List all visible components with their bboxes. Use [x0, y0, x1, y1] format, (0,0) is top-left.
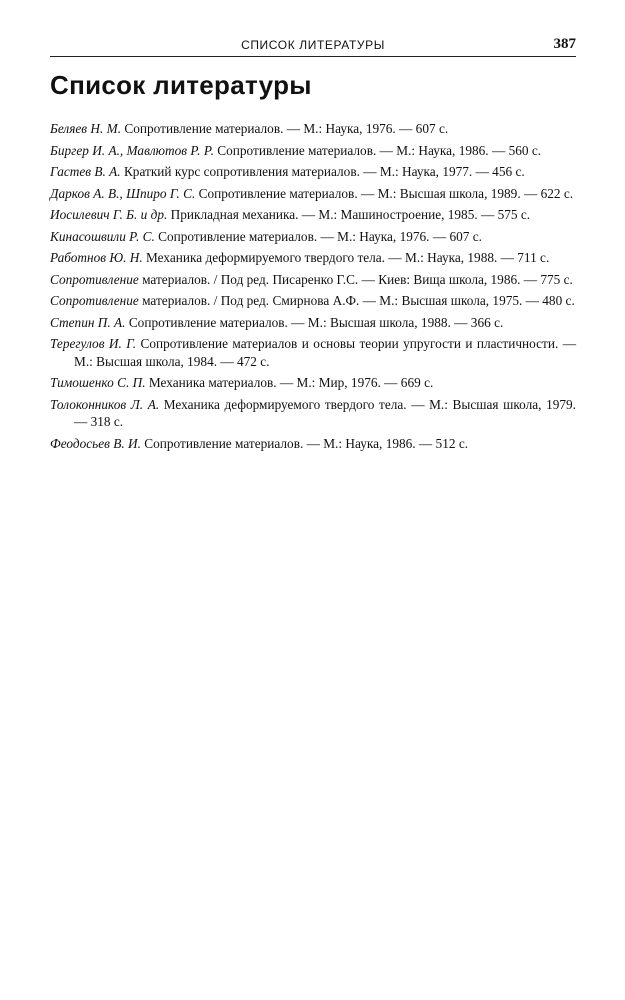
bibliography-entry	[50, 335, 576, 370]
bibliography-text: материалов. / Под ред. Писаренко Г.С. — Киев: Вища школа, 1986. — 775 с.	[142, 271, 573, 287]
bibliography-author: Сопротивление	[50, 271, 139, 287]
bibliography-author: Кинасошвили Р. С.	[50, 228, 155, 244]
bibliography-author: Работнов Ю. Н.	[50, 250, 143, 265]
bibliography-author: Иосилевич Г. Б. и др.	[50, 207, 168, 222]
bibliography-author: Степин П. А.	[50, 314, 126, 330]
bibliography-text: Сопротивление материалов и основы теории упругости и пластичности. — М.: Высшая школа, 1984. — 472 с.	[74, 336, 576, 369]
bibliography-text: Краткий курс сопротивления материалов. — М.: Наука, 1977. — 456 с.	[123, 164, 525, 179]
bibliography-text: Механика деформируемого твердого тела. — М.: Наука, 1988. — 711 с.	[146, 250, 550, 265]
bibliography-text: Сопротивление материалов. — М.: Высшая школа, 1989. — 622 с.	[198, 185, 574, 201]
bibliography-entry	[50, 185, 576, 203]
bibliography-author: Терегулов И. Г.	[50, 336, 137, 351]
bibliography-entry	[50, 314, 576, 332]
bibliography-entry	[50, 271, 576, 289]
bibliography-entry	[50, 292, 576, 310]
bibliography-text: Механика материалов. — М.: Мир, 1976. — 669 с.	[148, 375, 434, 390]
bibliography-author: Беляев Н. М.	[50, 121, 122, 136]
bibliography-entry	[50, 396, 576, 431]
bibliography-author: Феодосьев В. И.	[50, 435, 141, 451]
bibliography-author: Гастев В. А.	[50, 164, 121, 179]
bibliography-text: Сопротивление материалов. — М.: Наука, 1976. — 607 с.	[158, 228, 482, 244]
bibliography-list	[50, 120, 576, 456]
bibliography-text: Прикладная механика. — М.: Машиностроение, 1985. — 575 с.	[170, 207, 531, 222]
bibliography-entry	[50, 249, 576, 267]
page-number: 387	[553, 36, 576, 52]
chapter-title: Список литературы	[50, 70, 312, 100]
bibliography-author: Дарков А. В., Шпиро Г. С.	[50, 185, 196, 201]
bibliography-entry	[50, 374, 576, 392]
bibliography-text: Сопротивление материалов. — М.: Наука, 1986. — 560 с.	[217, 142, 542, 158]
bibliography-entry	[50, 206, 576, 224]
running-header	[50, 34, 576, 57]
bibliography-entry	[50, 142, 576, 160]
running-title: СПИСОК ЛИТЕРАТУРЫ	[241, 38, 385, 52]
bibliography-entry	[50, 435, 576, 453]
bibliography-author: Сопротивление	[50, 293, 139, 308]
bibliography-text: Механика деформируемого твердого тела. — М.: Высшая школа, 1979. — 318 с.	[74, 396, 576, 429]
bibliography-text: Сопротивление материалов. — М.: Высшая школа, 1988. — 366 с.	[128, 314, 504, 330]
bibliography-entry	[50, 163, 576, 181]
bibliography-entry	[50, 228, 576, 246]
bibliography-author: Биргер И. А., Мавлютов Р. Р.	[50, 142, 214, 158]
bibliography-text: материалов. / Под ред. Смирнова А.Ф. — М.: Высшая школа, 1975. — 480 с.	[142, 293, 575, 308]
bibliography-author: Толоконников Л. А.	[50, 396, 160, 412]
bibliography-text: Сопротивление материалов. — М.: Наука, 1976. — 607 с.	[124, 121, 449, 136]
bibliography-text: Сопротивление материалов. — М.: Наука, 1986. — 512 с.	[144, 435, 469, 451]
bibliography-author: Тимошенко С. П.	[50, 375, 146, 390]
bibliography-entry	[50, 120, 576, 138]
